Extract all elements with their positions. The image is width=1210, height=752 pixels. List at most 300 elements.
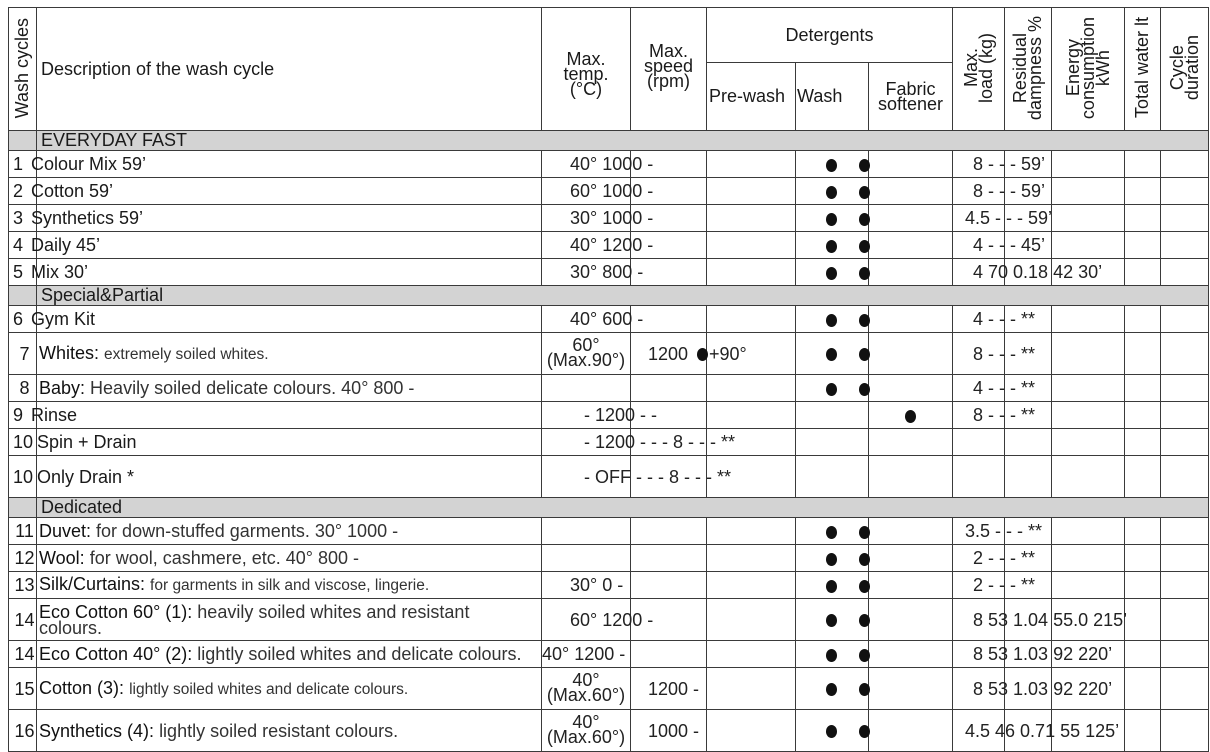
prewash-cell	[707, 259, 796, 286]
total-water-cell	[1125, 668, 1161, 710]
dot-icon	[859, 267, 870, 280]
cycle-duration-cell	[1161, 151, 1209, 178]
header-fabric-softener-l1: Fabric	[885, 78, 936, 99]
total-water-cell	[1125, 710, 1161, 752]
max-load-cell	[953, 429, 1005, 456]
section-spacer	[9, 286, 37, 306]
max-load-cell	[953, 205, 1053, 232]
header-wash	[796, 63, 869, 131]
energy-cell	[1052, 232, 1125, 259]
header-wash-cycles-label: Wash cycles	[12, 17, 32, 119]
fabric-softener-cell	[869, 375, 953, 402]
row-results-text: 4.5 - - - 59’	[965, 208, 1053, 228]
cycle-duration-cell	[1161, 641, 1209, 668]
prewash-cell	[707, 205, 796, 232]
wash-cell	[796, 429, 869, 456]
header-max-speed-l3: (rpm)	[647, 70, 690, 91]
max-load-cell	[953, 402, 1036, 429]
section-label: Special&Partial	[37, 286, 1209, 306]
dot-icon	[826, 649, 837, 662]
header-description-label: Description of the wash cycle	[41, 58, 275, 79]
cycle-description-cell	[37, 333, 542, 375]
total-water-cell	[1125, 375, 1161, 402]
header-residual-dampness-label: Residual dampness %	[1010, 15, 1045, 121]
max-speed-cell	[631, 668, 707, 710]
fabric-softener-cell	[869, 572, 953, 599]
table-row	[9, 545, 1209, 572]
wash-cell	[796, 599, 869, 641]
cycle-description-cell	[31, 402, 542, 429]
max-speed-value: 1200 -	[648, 678, 700, 699]
total-water-cell	[1125, 456, 1161, 498]
header-total-water-label: Total water lt	[1132, 17, 1152, 119]
dot-icon	[826, 553, 837, 566]
row-values-text: 30° 1000 -	[570, 208, 654, 228]
max-load-cell	[953, 259, 1103, 286]
max-temp-cell	[542, 205, 654, 232]
cycle-name: Baby:	[39, 378, 86, 398]
cropped-page-title	[0, 0, 1210, 6]
wash-cell	[796, 232, 869, 259]
dot-icon	[859, 649, 870, 662]
cycle-description-cell	[31, 151, 542, 178]
fabric-softener-cell	[869, 641, 953, 668]
dot-icon	[859, 683, 870, 696]
wash-cell	[796, 456, 869, 498]
cycle-name: Cotton (3):	[39, 677, 125, 698]
fabric-softener-cell	[869, 710, 953, 752]
cycle-number: 4	[9, 232, 37, 259]
max-load-cell	[953, 232, 1046, 259]
cycle-number: 14	[9, 641, 37, 668]
header-prewash	[707, 63, 796, 131]
residual-dampness-cell	[1005, 456, 1052, 498]
table-row	[9, 232, 1209, 259]
table-row	[9, 518, 1209, 545]
energy-cell	[1052, 545, 1125, 572]
max-speed-cell	[631, 572, 707, 599]
cycle-duration-cell	[1161, 205, 1209, 232]
max-load-cell	[953, 641, 1113, 668]
total-water-cell	[1125, 545, 1161, 572]
energy-cell	[1052, 333, 1125, 375]
fabric-softener-cell	[869, 205, 953, 232]
max-speed-cell	[631, 375, 707, 402]
cycle-name: Eco Cotton 60° (1):	[39, 601, 193, 622]
cycle-name: Silk/Curtains:	[39, 574, 146, 594]
header-max-speed-l2: speed	[643, 55, 694, 76]
max-temp-cell	[542, 375, 631, 402]
row-values-text: 60° 1000 -	[570, 181, 654, 201]
table-row	[9, 151, 1209, 178]
row-results-text: 4 - - - **	[973, 378, 1036, 398]
dot-icon	[905, 410, 916, 423]
row-values-text: - 1200 - -	[584, 405, 658, 425]
wash-cell	[796, 259, 869, 286]
dot-icon	[859, 553, 870, 566]
fabric-softener-cell	[869, 668, 953, 710]
cycle-number: 7	[9, 333, 37, 375]
row-results-text: 2 - - - **	[973, 548, 1036, 568]
cycle-description-cell	[37, 375, 542, 402]
cycle-number: 15	[9, 668, 37, 710]
table-row	[9, 205, 1209, 232]
section-header	[9, 498, 1209, 518]
row-results-text: 8 - - - **	[973, 405, 1036, 425]
header-cycle-duration-label: Cycle duration	[1166, 35, 1202, 101]
cycle-description: lightly soiled whites and delicate colours.	[197, 644, 522, 664]
cycle-description-cell	[37, 518, 542, 545]
cycle-description-cell	[37, 545, 542, 572]
wash-cell	[796, 205, 869, 232]
dot-icon	[859, 240, 870, 253]
cycle-number: 14	[9, 599, 37, 641]
cycle-name: Spin + Drain	[37, 432, 137, 452]
total-water-cell	[1125, 151, 1161, 178]
section-label: Dedicated	[37, 498, 1209, 518]
cycle-description-cell	[37, 641, 542, 668]
row-values-text: 40° 1200 -	[542, 644, 626, 664]
max-load-cell	[953, 545, 1036, 572]
dot-icon	[859, 580, 870, 593]
max-temp-cell	[542, 232, 654, 259]
max-load-cell	[953, 375, 1036, 402]
wash-cell	[796, 710, 869, 752]
max-speed-value: 1000 -	[648, 720, 700, 741]
header-max-speed-l1: Max.	[648, 40, 688, 61]
cycle-name: Synthetics (4):	[39, 720, 155, 741]
cycle-description-cell	[37, 710, 542, 752]
cycle-number: 6	[9, 306, 37, 333]
residual-dampness-cell	[1005, 429, 1052, 456]
dot-icon	[859, 213, 870, 226]
header-max-temp-l2: temp.	[563, 63, 609, 84]
dot-icon	[826, 314, 837, 327]
header-detergents	[707, 8, 953, 63]
prewash-cell	[707, 599, 796, 641]
header-energy-label: Energy consumption kWh	[1062, 16, 1113, 120]
max-temp-cell: 60° (Max.90°)	[542, 333, 631, 375]
energy-cell	[1052, 572, 1125, 599]
header-fabric-softener	[869, 63, 953, 131]
cycle-name: Whites:	[39, 342, 100, 363]
max-temp-cell	[542, 572, 631, 599]
cycle-duration-cell	[1161, 456, 1209, 498]
row-values-text: 60° 1200 -	[570, 609, 654, 630]
prewash-cell	[707, 306, 796, 333]
fabric-softener-cell	[869, 599, 953, 641]
dot-icon	[826, 159, 837, 172]
prewash-cell	[707, 668, 796, 710]
energy-cell	[1052, 178, 1125, 205]
header-wash-label: Wash	[797, 86, 843, 106]
energy-cell	[1052, 456, 1125, 498]
cycle-duration-cell	[1161, 599, 1209, 641]
cycle-description-cell	[37, 599, 542, 641]
max-temp-cell: 40° (Max.60°)	[542, 668, 631, 710]
section-label: EVERYDAY FAST	[37, 131, 1209, 151]
wash-cell	[796, 668, 869, 710]
header-description	[37, 8, 542, 131]
fabric-softener-cell	[869, 402, 953, 429]
energy-cell	[1052, 306, 1125, 333]
row-values-text: 40° 1200 -	[570, 235, 654, 255]
dot-icon	[859, 159, 870, 172]
cycle-number: 8	[9, 375, 37, 402]
table-row	[9, 456, 1209, 498]
total-water-cell	[1125, 259, 1161, 286]
fabric-softener-cell	[869, 306, 953, 333]
row-values-text: 40° 600 -	[570, 309, 644, 329]
total-water-cell	[1125, 205, 1161, 232]
cycle-name: Wool:	[39, 548, 85, 568]
cycle-description: Heavily soiled delicate colours. 40° 800 -	[90, 378, 415, 398]
section-spacer	[9, 131, 37, 151]
dot-icon	[859, 526, 870, 539]
cycle-description: lightly soiled resistant colours.	[159, 720, 399, 741]
cycle-duration-cell	[1161, 668, 1209, 710]
max-temp-cell	[542, 178, 654, 205]
header-max-temp	[542, 8, 631, 131]
total-water-cell	[1125, 599, 1161, 641]
dot-icon	[826, 526, 837, 539]
cycle-number: 11	[9, 518, 37, 545]
wash-cell	[796, 518, 869, 545]
prewash-cell	[707, 375, 796, 402]
cycle-description-cell	[31, 306, 542, 333]
prewash-cell	[707, 232, 796, 259]
cycle-name: Synthetics 59’	[31, 208, 144, 228]
prewash-cell	[707, 151, 796, 178]
max-speed-value: 1200	[648, 343, 689, 364]
cycle-number: 10	[9, 456, 37, 498]
prewash-value: +90°	[709, 343, 747, 364]
row-results-text: 4 - - - 45’	[973, 235, 1046, 255]
fabric-softener-cell	[869, 545, 953, 572]
prewash-cell	[707, 572, 796, 599]
max-load-cell	[953, 456, 1005, 498]
row-values-text: 30° 0 -	[570, 575, 624, 595]
max-speed-cell	[631, 518, 707, 545]
dot-icon	[697, 348, 708, 361]
cycle-duration-cell	[1161, 572, 1209, 599]
row-results-text: 8 53 1.03 92 220’	[973, 678, 1113, 699]
fabric-softener-cell	[869, 151, 953, 178]
max-temp-cell: 40° (Max.60°)	[542, 710, 631, 752]
prewash-cell	[707, 402, 796, 429]
dot-icon	[826, 240, 837, 253]
cycle-duration-cell	[1161, 259, 1209, 286]
max-load-cell	[953, 572, 1036, 599]
cycle-name: Mix 30’	[31, 262, 89, 282]
prewash-cell	[707, 333, 796, 375]
dot-icon	[826, 614, 837, 627]
wash-cycle-table	[8, 7, 1209, 752]
header-total-water	[1125, 8, 1161, 131]
cycle-duration-cell	[1161, 178, 1209, 205]
wash-cell	[796, 545, 869, 572]
max-temp-cell	[542, 429, 736, 456]
dot-icon	[826, 267, 837, 280]
cycle-description-cell	[31, 178, 542, 205]
fabric-softener-cell	[869, 518, 953, 545]
cycle-name: Rinse	[31, 405, 78, 425]
table-row	[9, 178, 1209, 205]
fabric-softener-cell	[869, 456, 953, 498]
fabric-softener-cell	[869, 333, 953, 375]
header-cycle-duration	[1161, 8, 1209, 131]
row-results-text: 3.5 - - - **	[965, 521, 1043, 541]
header-prewash-label: Pre-wash	[709, 86, 786, 106]
cycle-description: lightly soiled whites and delicate colours.	[129, 680, 409, 698]
row-results-text: 8 53 1.04 55.0 215’	[973, 609, 1128, 630]
header-max-temp-l3: (°C)	[569, 78, 603, 99]
table-row	[9, 375, 1209, 402]
cycle-duration-cell	[1161, 402, 1209, 429]
cycle-description-cell	[31, 259, 542, 286]
dot-icon	[826, 725, 837, 738]
table-row	[9, 259, 1209, 286]
row-values-text: - 1200 - - - 8 - - - **	[584, 432, 736, 452]
row-results-text: 8 - - - **	[973, 343, 1036, 364]
header-energy	[1052, 8, 1125, 131]
table-row	[9, 429, 1209, 456]
max-temp-cell	[542, 402, 658, 429]
cycle-description: for down-stuffed garments. 30° 1000 -	[96, 521, 399, 541]
cycle-description-cell	[31, 232, 542, 259]
cycle-name: Eco Cotton 40° (2):	[39, 644, 193, 664]
header-max-load	[953, 8, 1005, 131]
row-results-text: 4 70 0.18 42 30’	[973, 262, 1103, 282]
cycle-number: 12	[9, 545, 37, 572]
table-row	[9, 641, 1209, 668]
total-water-cell	[1125, 178, 1161, 205]
cycle-description: extremely soiled whites.	[104, 345, 269, 363]
row-results-text: 4 - - - **	[973, 309, 1036, 329]
cycle-description: for garments in silk and viscose, lingerie.	[150, 577, 430, 594]
wash-cell	[796, 306, 869, 333]
row-results-text: 4.5 46 0.71 55 125’	[965, 720, 1120, 741]
dot-icon	[859, 186, 870, 199]
wash-cell	[796, 178, 869, 205]
max-temp-cell	[542, 306, 644, 333]
total-water-cell	[1125, 306, 1161, 333]
table-row	[9, 572, 1209, 599]
cycle-description-cont: colours.	[39, 617, 103, 638]
total-water-cell	[1125, 333, 1161, 375]
header-max-speed	[631, 8, 707, 131]
prewash-cell	[707, 178, 796, 205]
cycle-number: 1	[9, 151, 37, 178]
cycle-number: 5	[9, 259, 37, 286]
section-header	[9, 286, 1209, 306]
row-values-text: 40° 1000 -	[570, 154, 654, 174]
max-temp-cell	[542, 259, 644, 286]
dot-icon	[826, 683, 837, 696]
max-temp-cell	[542, 456, 731, 498]
row-results-text: 8 53 1.03 92 220’	[973, 644, 1113, 664]
total-water-cell	[1125, 402, 1161, 429]
header-wash-cycles	[9, 8, 37, 131]
cycle-number: 9	[9, 402, 37, 429]
table-row	[9, 710, 1209, 752]
row-values-text: - OFF - - - 8 - - - **	[584, 466, 731, 487]
header-detergents-label: Detergents	[785, 24, 874, 45]
table-row	[9, 599, 1209, 641]
max-load-cell	[953, 518, 1043, 545]
total-water-cell	[1125, 518, 1161, 545]
wash-cell	[796, 151, 869, 178]
header-residual-dampness	[1005, 8, 1052, 131]
row-values-text: 30° 800 -	[570, 262, 644, 282]
cycle-name: Gym Kit	[31, 309, 96, 329]
max-load-cell	[953, 178, 1046, 205]
cycle-number: 10	[9, 429, 37, 456]
cycle-name: Duvet:	[39, 521, 92, 541]
header-max-load-label: Max. load (kg)	[960, 32, 996, 104]
section-spacer	[9, 498, 37, 518]
max-temp-cell	[542, 151, 654, 178]
max-load-cell	[953, 668, 1113, 710]
row-results-text: 8 - - - 59’	[973, 154, 1046, 174]
cycle-duration-cell	[1161, 375, 1209, 402]
cycle-description-cell	[31, 205, 542, 232]
section-header	[9, 131, 1209, 151]
dot-icon	[859, 383, 870, 396]
cycle-description-cell	[37, 456, 542, 498]
wash-cell	[796, 333, 869, 375]
fabric-softener-cell	[869, 259, 953, 286]
max-load-cell	[953, 710, 1120, 752]
total-water-cell	[1125, 641, 1161, 668]
prewash-cell	[707, 518, 796, 545]
wash-cell	[796, 402, 869, 429]
max-temp-cell	[542, 599, 654, 641]
cycle-number: 16	[9, 710, 37, 752]
row-results-text: 2 - - - **	[973, 575, 1036, 595]
cycle-description-cell	[37, 572, 542, 599]
cycle-number: 2	[9, 178, 37, 205]
table-row	[9, 333, 1209, 375]
dot-icon	[826, 383, 837, 396]
table-row	[9, 402, 1209, 429]
energy-cell	[1052, 518, 1125, 545]
cycle-number: 13	[9, 572, 37, 599]
total-water-cell	[1125, 572, 1161, 599]
table-row	[9, 668, 1209, 710]
cycle-duration-cell	[1161, 429, 1209, 456]
header-max-temp-l1: Max.	[566, 48, 606, 69]
dot-icon	[826, 213, 837, 226]
max-speed-cell	[631, 710, 707, 752]
cycle-number: 3	[9, 205, 37, 232]
table-row	[9, 306, 1209, 333]
prewash-cell	[707, 641, 796, 668]
header-fabric-softener-l2: softener	[877, 93, 944, 114]
row-results-text: 8 - - - 59’	[973, 181, 1046, 201]
cycle-duration-cell	[1161, 232, 1209, 259]
max-temp-cell	[542, 518, 631, 545]
max-load-cell	[953, 306, 1036, 333]
dot-icon	[859, 725, 870, 738]
cycle-duration-cell	[1161, 518, 1209, 545]
dot-icon	[826, 348, 837, 361]
cycle-name: Daily 45’	[31, 235, 101, 255]
total-water-cell	[1125, 429, 1161, 456]
dot-icon	[859, 348, 870, 361]
max-speed-cell	[631, 333, 707, 375]
cycle-description: heavily soiled whites and resistant	[197, 601, 470, 622]
